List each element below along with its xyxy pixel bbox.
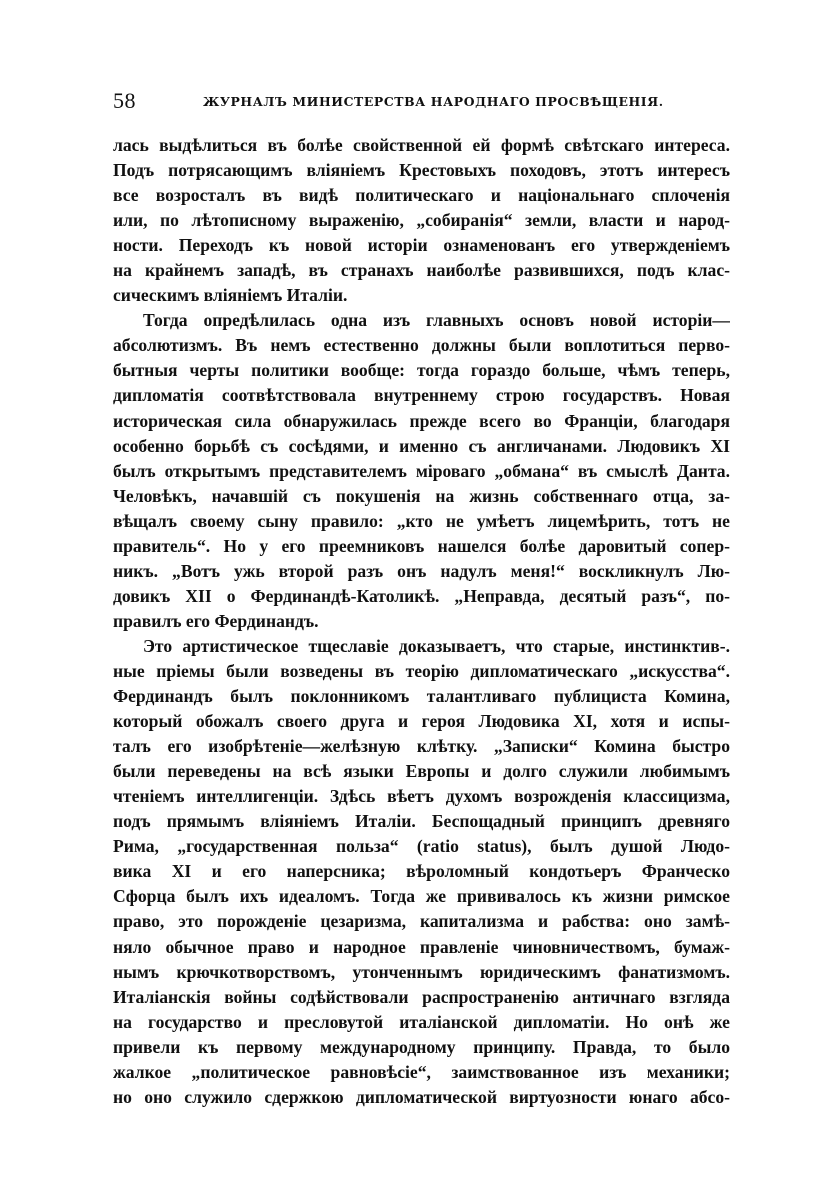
text-line: привели къ первому международному принципу. Правда, то было [113,1036,730,1057]
page-number: 58 [113,88,136,113]
paragraph-first-line: Тогда опредѣлилась одна изъ главныхъ основъ новой исторіи— [143,310,730,331]
text-line: былъ открытымъ представителемъ міроваго „обмана“ въ смыслѣ Данта. [113,460,730,481]
text-line: довикъ XII о Фердинандѣ-Католикѣ. „Неправда, десятый разъ“, по- [113,585,730,606]
text-line: чтеніемъ интеллигенціи. Здѣсь вѣетъ духомъ возрожденія классицизма, [113,786,730,807]
text-line: вѣщалъ своему сыну правило: „кто не умѣетъ лицемѣрить, тотъ не [113,510,730,531]
text-line: были переведены на всѣ языки Европы и долго служили любимымъ [113,761,730,782]
text-line: няло обычное право и народное правленіе чиновничествомъ, бумаж- [113,936,730,957]
text-line: никъ. „Вотъ ужь второй разъ онъ надулъ меня!“ воскликнулъ Лю- [113,560,730,581]
paragraph-first-line: Это артистическое тщеславіе доказываетъ, что старые, инстинктив-. [143,635,730,656]
text-line: дипломатія соотвѣтствовала внутреннему строю государствъ. Новая [113,385,730,406]
text-line: право, это порожденіе цезаризма, капитализма и рабства: оно замѣ- [113,911,730,932]
text-line: правитель“. Но у его преемниковъ нашелся болѣе даровитый сопер- [113,535,730,556]
text-line: нымъ крючкотворствомъ, утонченнымъ юридическимъ фанатизмомъ. [113,961,730,982]
text-line: на крайнемъ западѣ, въ странахъ наиболѣе развившихся, подъ клас- [113,260,730,281]
text-line: абсолютизмъ. Въ немъ естественно должны были воплотиться перво- [113,335,730,356]
paragraph-last-line: правилъ его Фердинандъ. [113,610,319,631]
text-line: талъ его изобрѣтеніе—желѣзную клѣтку. „Записки“ Комина быстро [113,736,730,757]
text-line: Человѣкъ, начавшій съ покушенія на жизнь собственнаго отца, за- [113,485,730,506]
text-line: или, по лѣтописному выраженію, „собиранія“ земли, власти и народ- [113,210,730,231]
text-line: вика XI и его наперсника; вѣроломный кондотьеръ Франческо [113,861,730,882]
text-line: Фердинандъ былъ поклонникомъ талантливаго публициста Комина, [113,686,730,707]
text-line: Рима, „государственная польза“ (ratio status), былъ душой Людо- [113,836,730,857]
text-line: который обожалъ своего друга и героя Людовика XI, хотя и испы- [113,711,730,732]
text-line: но оно служило сдержкою дипломатической виртуозности юнаго абсо- [113,1086,730,1107]
text-line: все возросталъ въ видѣ политическаго и національнаго сплоченія [113,185,730,206]
text-line: Италіанскія войны содѣйствовали распространенію античнаго взгляда [113,986,730,1007]
text-line: ные пріемы были возведены въ теорію дипломатическаго „искусства“. [113,660,730,681]
text-line: историческая сила обнаружилась прежде всего во Франціи, благодаря [113,410,730,431]
text-line: Сфорца былъ ихъ идеаломъ. Тогда же прививалось къ жизни римское [113,886,730,907]
text-line: ности. Переходъ къ новой исторіи ознаменованъ его утвержденіемъ [113,235,730,256]
body-text [113,133,730,1110]
text-line: подъ прямымъ вліяніемъ Италіи. Беспощадный принципъ древняго [113,811,730,832]
page-header [113,88,728,118]
text-line: бытныя черты политики вообще: тогда гораздо больше, чѣмъ теперь, [113,360,730,381]
running-title: ЖУРНАЛЪ МИНИСТЕРСТВА НАРОДНАГО ПРОСВѢЩЕНІЯ. [203,94,664,109]
text-line: лась выдѣлиться въ болѣе свойственной ей формѣ свѣтскаго интереса. [113,135,730,155]
text-line: особенно борьбѣ съ сосѣдями, и именно съ англичанами. Людовикъ XI [113,435,730,456]
paragraph-last-line: сическимъ вліяніемъ Италіи. [113,285,348,306]
text-line: жалкое „политическое равновѣсіе“, заимствованное изъ механики; [113,1061,730,1082]
text-line: на государство и пресловутой италіанской дипломатіи. Но онѣ же [113,1011,730,1032]
text-line: Подъ потрясающимъ вліяніемъ Крестовыхъ походовъ, этотъ интересъ [113,160,730,181]
